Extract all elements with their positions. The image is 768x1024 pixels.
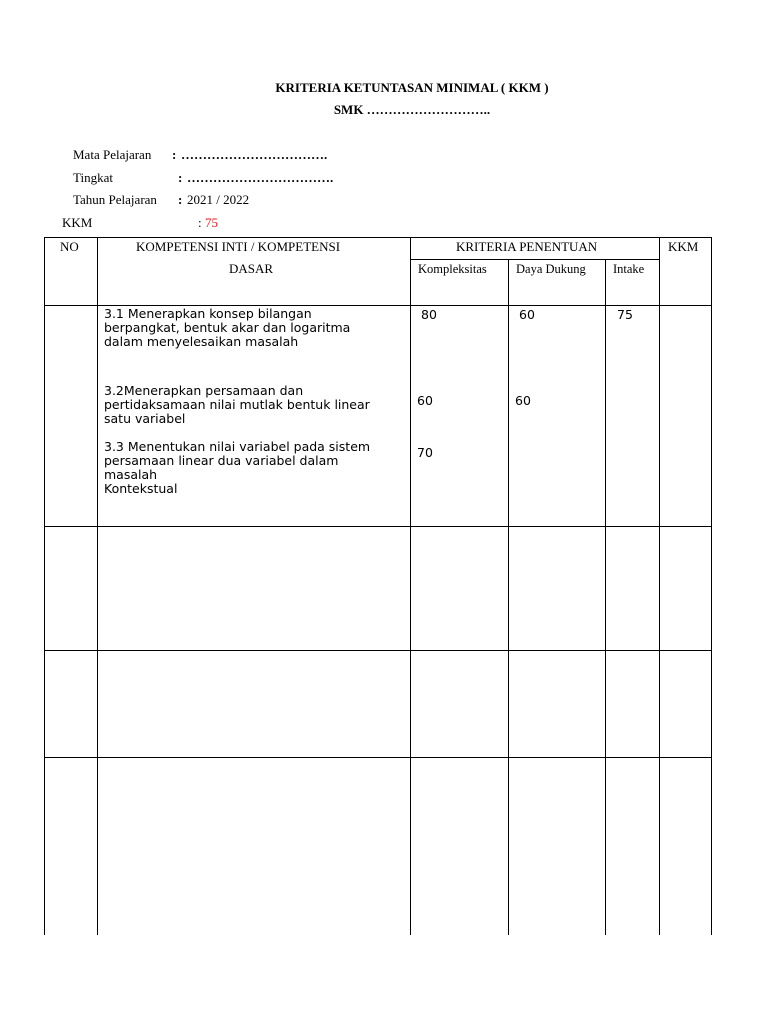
header-complexity: Kompleksitas [418,262,487,276]
kd3-line3: masalah [104,467,158,482]
header-complexity-cell [411,260,509,306]
grade-separator: : [178,170,183,185]
header-intake: Intake [613,262,645,276]
year-separator: : [178,192,183,207]
header-support: Daya Dukung [516,262,586,276]
header-kd-line1: KOMPETENSI INTI / KOMPETENSI [136,239,341,254]
grade-label: Tingkat [73,170,113,185]
kkm-separator: : [198,215,202,230]
complexity-value: 80 [421,307,437,322]
table-row [45,651,712,758]
intake-value: 75 [617,307,633,322]
school-name: SMK ……………………….. [333,102,491,117]
year-value: 2021 / 2022 [187,192,250,207]
kd1-line3: dalam menyelesaikan masalah [104,334,299,349]
header-no: NO [60,239,79,254]
row1-kd-cell [98,306,411,527]
header-kd-cell [98,238,411,306]
kkm-table [44,237,712,935]
header-kkm-cell [660,238,712,306]
kd3-line2: persamaan linear dua variabel dalam [104,453,339,468]
support-value: 60 [515,393,531,408]
kd2-line3: satu variabel [104,411,186,426]
row1-kkm-cell [660,306,712,527]
kd2-line1: 3.2Menerapkan persamaan dan [104,383,304,398]
header-support-cell [509,260,606,306]
header-criteria: KRITERIA PENENTUAN [456,239,598,254]
support-value: 60 [519,307,535,322]
kd2-line2: pertidaksamaan nilai mutlak bentuk linear [104,397,370,412]
table-row [45,527,712,651]
subject-value: ……………………………. [181,147,328,162]
kd3-line1: 3.3 Menentukan nilai variabel pada sistem [104,439,371,454]
table-row [45,758,712,935]
row1-support-cell [509,306,606,527]
row1-intake-cell [606,306,660,527]
table-row [45,306,712,527]
kd1-line1: 3.1 Menerapkan konsep bilangan [104,306,312,321]
subject-label: Mata Pelajaran [73,147,152,162]
header-no-cell [45,238,98,306]
header-criteria-cell [411,238,660,260]
kd3-line4: Kontekstual [104,481,178,496]
subject-separator: : [172,147,177,162]
row1-no-cell [45,306,98,527]
complexity-value: 60 [417,393,433,408]
kkm-value: 75 [205,215,218,230]
kkm-label: KKM [62,215,93,230]
header-kkm: KKM [668,239,699,254]
grade-value: ……………………………. [187,170,334,185]
complexity-value: 70 [417,445,433,460]
row1-complexity-cell [411,306,509,527]
header-intake-cell [606,260,660,306]
table-header-row [45,238,712,260]
kd1-line2: berpangkat, bentuk akar dan logaritma [104,320,351,335]
document-title: KRITERIA KETUNTASAN MINIMAL ( KKM ) [275,80,549,95]
header-kd-line2: DASAR [229,261,274,276]
year-label: Tahun Pelajaran [73,192,157,207]
